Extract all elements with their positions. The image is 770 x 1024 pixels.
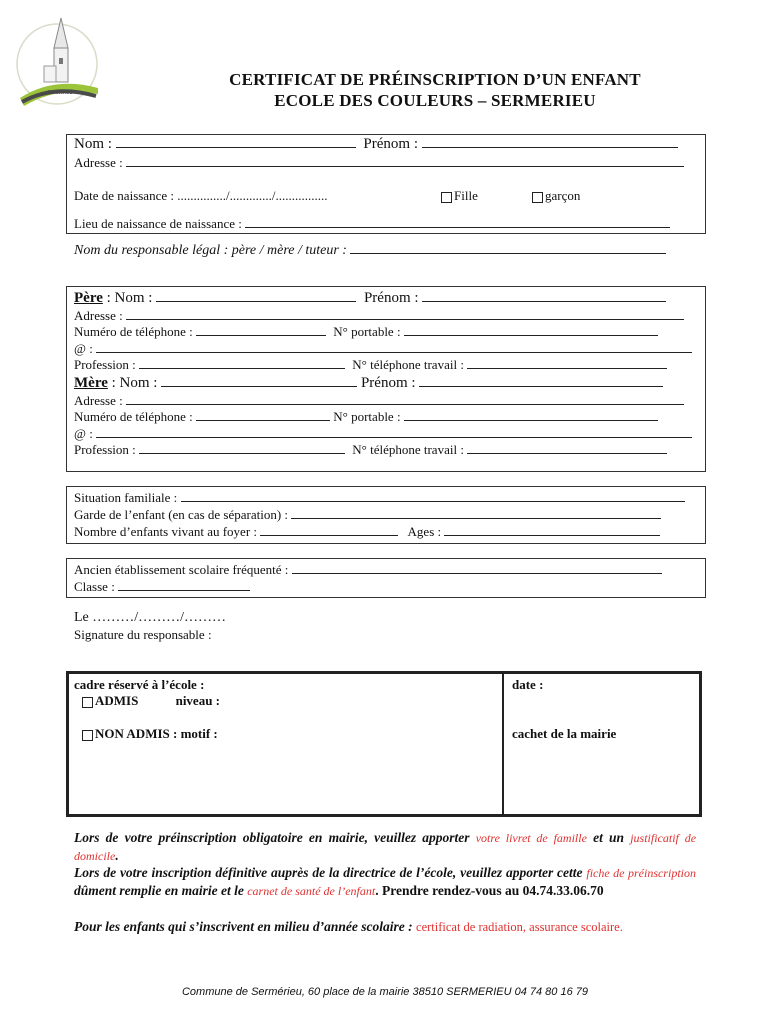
child-nom-row [74,136,678,153]
pere-adresse-field[interactable] [126,308,684,320]
nombre-row [74,524,660,540]
pere-tel-travail-field[interactable] [467,357,667,369]
fille-label: Fille [454,188,478,203]
instruction-2-text-a: Lors de votre inscription définitive auprès de la directrice de l’école, veuillez apporter cette [74,865,587,880]
classe-label: Classe : [74,579,115,594]
mere-adresse-row [74,393,684,409]
instruction-1-justificatif: justificatif de domicile [74,831,697,863]
mere-email-row [74,426,692,442]
child-lieu-row [74,216,670,232]
reserve-title: cadre réservé à l’école : [74,677,205,692]
garde-row [74,507,661,523]
instruction-1 [74,829,696,865]
pere-email-field[interactable] [96,341,692,353]
responsable-field[interactable] [350,242,666,254]
child-prenom-label: Prénom : [363,136,419,152]
garcon-checkbox[interactable] [532,192,543,203]
instruction-2-fiche: fiche de préinscription [586,866,696,880]
ages-label: Ages : [407,524,442,539]
pere-tel-label: Numéro de téléphone : [74,324,193,339]
garde-label: Garde de l’enfant (en cas de séparation) : [74,507,289,522]
mere-tel-row [74,409,658,425]
pere-title: Père [74,290,103,306]
pere-adresse-label: Adresse : [74,308,123,323]
instruction-1-text-e: . [115,848,119,863]
signature-date[interactable]: Le ………/………/……… [74,610,227,625]
ancien-label: Ancien établissement scolaire fréquenté : [74,562,289,577]
signature-label: Signature du responsable : [74,627,212,642]
fille-option[interactable] [441,188,478,204]
mere-portable-label: N° portable : [333,409,401,424]
pere-prenom-label: Prénom : [363,290,419,306]
mere-adresse-label: Adresse : [74,393,123,408]
garcon-option[interactable] [532,188,580,204]
instruction-2-carnet: carnet de santé de l’enfant [247,884,376,898]
footer-address: Commune de Sermérieu, 60 place de la mairie 38510 SERMERIEU 04 74 80 16 79 [181,986,588,998]
instruction-3-radiation: certificat de radiation, assurance scolaire. [416,920,623,934]
mere-prenom-field[interactable] [419,375,663,387]
mere-profession-label: Profession : [74,442,136,457]
fille-checkbox[interactable] [441,192,452,203]
pere-profession-label: Profession : [74,357,136,372]
child-adresse-row [74,155,684,171]
non-admis-option[interactable] [82,726,218,742]
garde-field[interactable] [291,507,661,519]
pere-profession-field[interactable] [139,357,345,369]
commune-logo [14,14,100,110]
non-admis-label: NON ADMIS : motif : [95,726,218,741]
mere-nom-label: : Nom : [111,375,158,391]
pere-tel-row [74,324,658,340]
instruction-3 [74,918,696,936]
mere-title: Mère [74,375,108,391]
child-adresse-label: Adresse : [74,155,123,170]
instruction-2-text-e: . Prendre rendez-vous au 04.74.33.06.70 [375,883,604,898]
pere-nom-field[interactable] [156,290,356,302]
pere-portable-label: N° portable : [333,324,401,339]
mere-portable-field[interactable] [404,409,658,421]
nombre-label: Nombre d’enfants vivant au foyer : [74,524,258,539]
logo-text: Sermérieu [47,90,73,96]
mere-tel-label: Numéro de téléphone : [74,409,193,424]
responsable-row [74,242,666,259]
instruction-2 [74,864,696,900]
mere-adresse-field[interactable] [126,393,684,405]
mere-profession-row [74,442,667,458]
instruction-1-text-c: et un [586,830,631,845]
classe-row [74,579,250,595]
ancien-field[interactable] [292,562,662,574]
pere-adresse-row [74,308,684,324]
situation-field[interactable] [181,490,685,502]
child-lieu-label: Lieu de naissance de naissance : [74,216,242,231]
mere-nom-row [74,375,663,392]
pere-prenom-field[interactable] [422,290,666,302]
instruction-1-text-a: Lors de votre préinscription obligatoire en mairie, veuillez apporter [74,830,476,845]
admis-checkbox[interactable] [82,697,93,708]
mere-prenom-label: Prénom : [360,375,416,391]
child-lieu-field[interactable] [245,216,670,228]
pere-profession-row [74,357,667,373]
child-nom-field[interactable] [116,136,356,148]
mere-nom-field[interactable] [161,375,357,387]
non-admis-checkbox[interactable] [82,730,93,741]
pere-tel-travail-label: N° téléphone travail : [352,357,464,372]
pere-email-label: @ : [74,341,93,356]
ages-field[interactable] [444,524,660,536]
pere-nom-row [74,290,666,307]
admis-label: ADMIS [95,693,139,708]
pere-nom-label: : Nom : [106,290,153,306]
reserve-divider [502,674,504,814]
admis-option[interactable] [82,693,220,709]
child-prenom-field[interactable] [422,136,678,148]
title-line-1: CERTIFICAT DE PRÉINSCRIPTION D’UN ENFANT [229,70,641,89]
cachet-label: cachet de la mairie [512,726,617,741]
title-line-2: ECOLE DES COULEURS – SERMERIEU [274,91,596,110]
classe-field[interactable] [118,579,250,591]
pere-email-row [74,341,692,357]
mere-tel-travail-label: N° téléphone travail : [352,442,464,457]
child-adresse-field[interactable] [126,155,684,167]
mere-tel-field[interactable] [196,409,330,421]
pere-portable-field[interactable] [404,324,658,336]
child-date-naissance[interactable]: Date de naissance : .............../............./................ [74,188,328,203]
garcon-label: garçon [545,188,581,203]
niveau-label: niveau : [175,693,221,708]
pere-tel-field[interactable] [196,324,326,336]
nombre-field[interactable] [260,524,398,536]
situation-row [74,490,685,506]
instruction-1-livret: votre livret de famille [475,831,587,845]
mere-profession-field[interactable] [139,442,345,454]
ancien-row [74,562,662,578]
reserve-date-label: date : [512,677,544,692]
instruction-3-text-a: Pour les enfants qui s’inscrivent en milieu d’année scolaire : [74,919,417,934]
mere-email-field[interactable] [96,426,692,438]
child-nom-label: Nom : [74,136,112,152]
instruction-2-text-c: dûment remplie en mairie et le [74,883,248,898]
mere-email-label: @ : [74,426,93,441]
responsable-label: Nom du responsable légal : père / mère / tuteur : [74,243,347,258]
mere-tel-travail-field[interactable] [467,442,667,454]
situation-label: Situation familiale : [74,490,178,505]
